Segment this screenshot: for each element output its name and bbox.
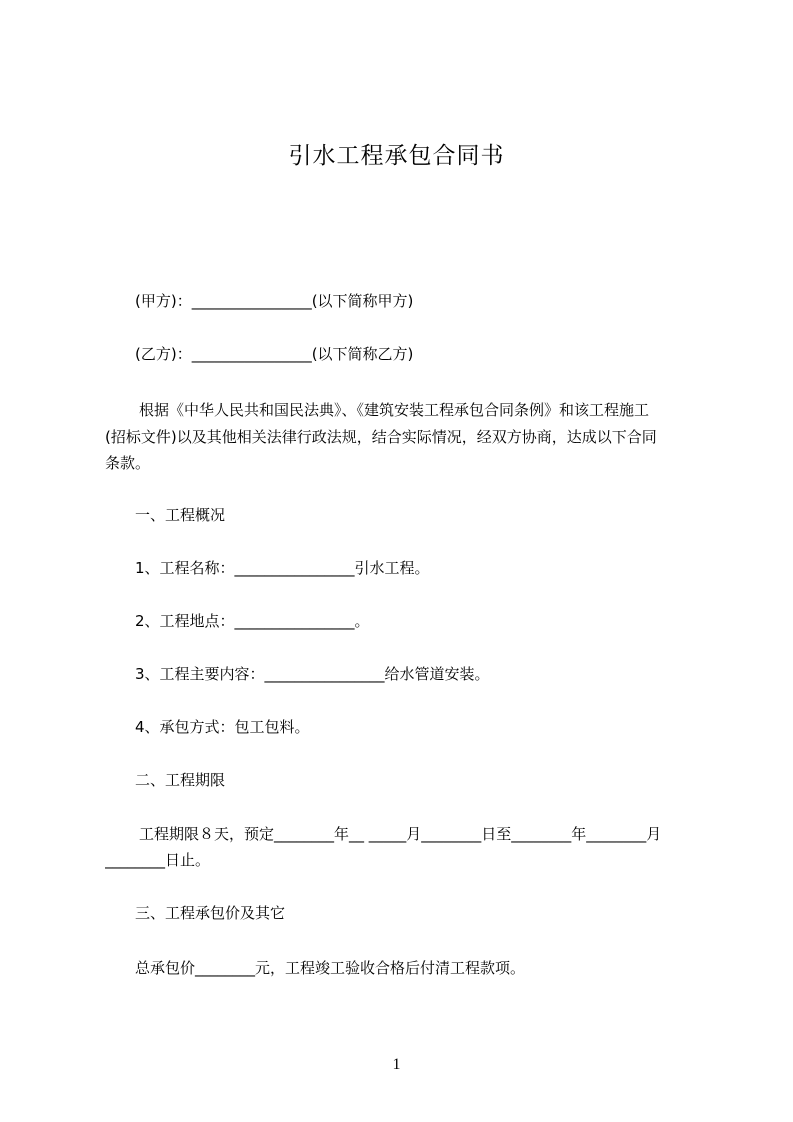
item-project-location: 2、工程地点：________________。: [135, 612, 370, 630]
document-title: 引水工程承包合同书: [288, 143, 505, 169]
section-2-heading: 二、工程期限: [135, 771, 226, 789]
party-b-line: (乙方)：________________(以下简称乙方): [135, 345, 414, 363]
item-project-content: 3、工程主要内容：________________给水管道安装。: [135, 665, 490, 683]
item-project-name: 1、工程名称：________________引水工程。: [135, 559, 430, 577]
section-3-heading: 三、工程承包价及其它: [135, 904, 286, 922]
party-a-line: (甲方)：________________(以下简称甲方): [135, 292, 414, 310]
page-number: 1: [392, 1056, 401, 1073]
preamble-line-3: 条款。: [105, 454, 151, 472]
total-price-line: 总承包价________元，工程竣工验收合格后付清工程款项。: [135, 959, 526, 977]
preamble-line-2: (招标文件)以及其他相关法律行政法规，结合实际情况，经双方协商，达成以下合同: [105, 428, 657, 446]
item-contract-method: 4、承包方式：包工包料。: [135, 718, 310, 736]
period-line-2: ________日止。: [105, 851, 211, 869]
preamble-line-1: 根据《中华人民共和国民法典》、《建筑安装工程承包合同条例》和该工程施工: [139, 401, 650, 419]
section-1-heading: 一、工程概况: [135, 506, 226, 524]
period-line-1: 工程期限８天，预定________年__ _____月________日至________年________月: [139, 825, 662, 843]
